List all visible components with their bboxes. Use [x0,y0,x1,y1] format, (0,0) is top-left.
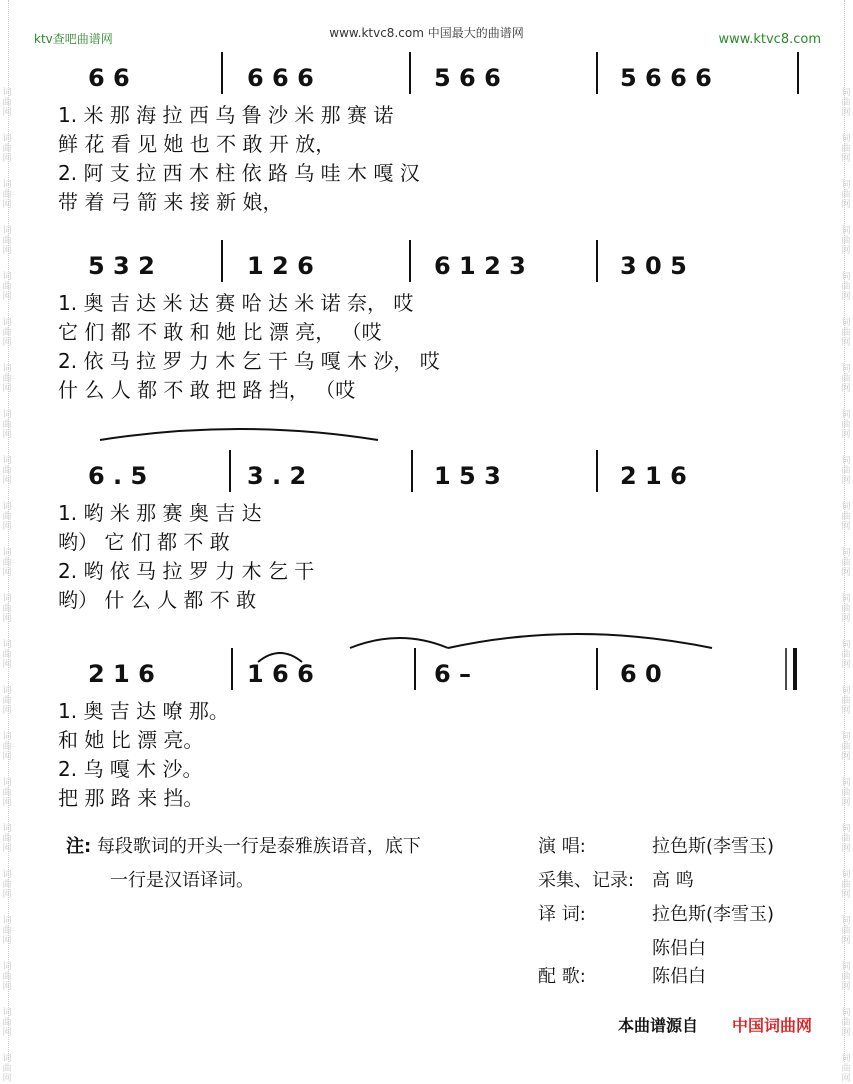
watermark-char: 曲 [841,926,851,936]
watermark-char: 曲 [2,696,12,706]
watermark-char: 词 [841,1054,851,1064]
watermark-char: 曲 [841,972,851,982]
watermark-stamp [0,1008,14,1038]
watermark-char: 曲 [2,282,12,292]
watermark-char: 词 [2,640,12,650]
watermark-char: 网 [841,568,851,578]
watermark-char: 曲 [2,834,12,844]
watermark-stamp [839,1008,853,1038]
watermark-char: 曲 [841,650,851,660]
watermark-char: 网 [2,844,12,854]
lyric-line: 哟） 它 们 都 不 敢 [58,530,230,554]
watermark-char: 词 [841,226,851,236]
watermark-char: 曲 [2,650,12,660]
watermark-char: 词 [841,778,851,788]
watermark-char: 网 [2,384,12,394]
measure-notes: 1 6 6 [247,660,314,688]
watermark-char: 词 [2,226,12,236]
watermark-char: 词 [2,88,12,98]
watermark-stamp [839,824,853,854]
watermark-char: 曲 [841,144,851,154]
lyric-line: 1. 米 那 海 拉 西 乌 鲁 沙 米 那 赛 诺 [58,103,394,127]
watermark-char: 曲 [841,788,851,798]
lyric-line: 哟） 什 么 人 都 不 敢 [58,588,257,612]
watermark-char: 网 [2,522,12,532]
measure-notes: 5 3 2 [88,252,155,280]
measure-notes: 6 6 6 [247,64,314,92]
watermark-char: 网 [841,982,851,992]
watermark-stamp [0,870,14,900]
credit-row [538,832,774,858]
credit-role: 演 唱: [538,836,586,857]
credit-row [538,866,694,892]
credit-name: 陈侣白 [652,938,706,959]
watermark-stamp [839,870,853,900]
watermark-char: 网 [841,522,851,532]
watermark-char: 网 [841,706,851,716]
header-site-slogan: www.ktvc8.com 中国最大的曲谱网 [329,26,524,40]
watermark-char: 网 [2,660,12,670]
watermark-char: 网 [2,154,12,164]
watermark-char: 网 [2,292,12,302]
measure-notes: 2 1 6 [620,462,687,490]
watermark-char: 曲 [841,190,851,200]
lyric-line: 2. 依 马 拉 罗 力 木 乞 干 乌 嘎 木 沙， 哎 [58,349,440,373]
header-site-name: ktv查吧曲谱网 [34,32,113,46]
watermark-char: 网 [841,660,851,670]
watermark-char: 曲 [841,696,851,706]
watermark-char: 词 [841,686,851,696]
credit-name: 高 鸣 [652,870,694,891]
watermark-char: 曲 [841,742,851,752]
watermark-char: 网 [841,752,851,762]
watermark-char: 词 [841,1008,851,1018]
watermark-char: 网 [2,936,12,946]
watermark-char: 词 [841,272,851,282]
watermark-char: 网 [841,246,851,256]
watermark-char: 词 [841,318,851,328]
watermark-char: 网 [2,1028,12,1038]
watermark-char: 曲 [841,834,851,844]
watermark-char: 网 [841,338,851,348]
watermark-char: 词 [2,134,12,144]
watermark-char: 词 [2,180,12,190]
lyric-line: 1. 哟 米 那 赛 奥 吉 达 [58,501,262,525]
watermark-char: 词 [841,502,851,512]
watermark-char: 网 [2,568,12,578]
watermark-char: 曲 [2,558,12,568]
watermark-char: 网 [2,798,12,808]
watermark-char: 曲 [841,98,851,108]
watermark-char: 词 [841,870,851,880]
watermark-stamp [0,962,14,992]
note-line-1 [66,832,421,858]
watermark-char: 曲 [2,144,12,154]
credit-role: 采集、记录: [538,870,635,891]
watermark-char: 词 [2,456,12,466]
lyric-line: 鲜 花 看 见 她 也 不 敢 开 放， [58,132,336,156]
watermark-char: 词 [841,180,851,190]
watermark-char: 曲 [841,1018,851,1028]
watermark-char: 曲 [2,466,12,476]
watermark-char: 网 [2,200,12,210]
watermark-char: 词 [841,364,851,374]
lyric-line: 1. 奥 吉 达 米 达 赛 哈 达 米 诺 奈， 哎 [58,291,414,315]
watermark-char: 网 [2,108,12,118]
watermark-char: 词 [841,88,851,98]
watermark-stamp [839,962,853,992]
watermark-char: 词 [2,410,12,420]
watermark-char: 曲 [841,466,851,476]
watermark-char: 曲 [2,972,12,982]
lyric-line: 和 她 比 漂 亮。 [58,728,204,752]
watermark-char: 网 [2,982,12,992]
watermark-char: 词 [2,272,12,282]
watermark-char: 网 [841,890,851,900]
measure-notes: 1 5 3 [434,462,501,490]
watermark-char: 词 [2,686,12,696]
watermark-char: 词 [2,732,12,742]
lyric-line: 它 们 都 不 敢 和 她 比 漂 亮， （哎 [58,320,382,344]
watermark-char: 词 [841,548,851,558]
watermark-char: 网 [841,844,851,854]
watermark-char: 网 [2,706,12,716]
watermark-char: 曲 [841,604,851,614]
credit-row [538,900,774,926]
watermark-char: 网 [841,292,851,302]
watermark-stamp [0,1054,14,1084]
watermark-char: 曲 [2,1018,12,1028]
credit-name: 陈侣白 [652,966,706,987]
watermark-char: 网 [2,338,12,348]
watermark-char: 词 [2,594,12,604]
watermark-char: 词 [841,824,851,834]
note-label: 注: [66,836,92,857]
watermark-char: 曲 [841,880,851,890]
watermark-stamp [0,916,14,946]
watermark-char: 曲 [2,512,12,522]
watermark-char: 网 [841,200,851,210]
watermark-char: 词 [2,824,12,834]
tie [350,638,448,648]
watermark-char: 曲 [841,328,851,338]
lyric-line: 带 着 弓 箭 来 接 新 娘， [58,190,283,214]
measure-notes: 1 2 6 [247,252,314,280]
watermark-char: 网 [841,614,851,624]
credit-row [538,962,706,988]
watermark-char: 曲 [841,1064,851,1074]
watermark-char: 网 [841,384,851,394]
watermark-char: 词 [2,962,12,972]
watermark-char: 曲 [841,282,851,292]
watermark-char: 网 [841,936,851,946]
watermark-char: 词 [841,410,851,420]
lyric-line: 1. 奥 吉 达 嘹 那。 [58,699,229,723]
measure-notes: 6 . 5 [88,462,148,490]
credit-role: 配 歌: [538,966,586,987]
watermark-char: 网 [2,1074,12,1084]
note-text-1: 每段歌词的开头一行是泰雅族语音，底下 [96,836,421,857]
watermark-char: 网 [2,246,12,256]
watermark-char: 曲 [841,374,851,384]
lyric-line: 2. 阿 支 拉 西 木 柱 依 路 乌 哇 木 嘎 汉 [58,161,420,185]
credit-name: 拉色斯(李雪玉) [652,836,775,857]
watermark-char: 网 [2,430,12,440]
watermark-char: 曲 [2,420,12,430]
watermark-char: 网 [2,476,12,486]
watermark-char: 词 [2,916,12,926]
measure-notes: 6 0 [620,660,662,688]
watermark-char: 词 [2,364,12,374]
watermark-char: 曲 [2,236,12,246]
watermark-char: 词 [841,732,851,742]
watermark-char: 网 [841,1028,851,1038]
watermark-char: 词 [841,640,851,650]
lyric-line: 2. 哟 依 马 拉 罗 力 木 乞 干 [58,559,315,583]
footer-source-label: 本曲谱源自 [618,1016,699,1035]
watermark-stamp [839,916,853,946]
measure-notes: 3 . 2 [247,462,307,490]
watermark-char: 词 [841,916,851,926]
watermark-char: 词 [2,548,12,558]
measure-notes: 6 1 2 3 [434,252,526,280]
lyric-line: 2. 乌 嘎 木 沙。 [58,757,203,781]
watermark-char: 网 [2,890,12,900]
tie [448,634,712,648]
credit-row [538,934,706,960]
watermark-char: 曲 [841,420,851,430]
watermark-char: 网 [2,614,12,624]
watermark-char: 曲 [2,98,12,108]
watermark-char: 网 [841,1074,851,1084]
watermark-char: 曲 [2,742,12,752]
watermark-char: 曲 [841,512,851,522]
watermark-char: 网 [841,798,851,808]
watermark-char: 网 [841,108,851,118]
measure-notes: 5 6 6 [434,64,501,92]
watermark-char: 词 [2,778,12,788]
lyric-line: 什 么 人 都 不 敢 把 路 挡， （哎 [58,378,356,402]
watermark-stamp [839,1054,853,1084]
measure-notes: 6 6 [88,64,130,92]
watermark-char: 词 [841,134,851,144]
header-site-url: www.ktvc8.com [718,32,821,47]
measure-notes: 2 1 6 [88,660,155,688]
watermark-char: 曲 [841,558,851,568]
watermark-char: 曲 [2,190,12,200]
watermark-char: 曲 [2,374,12,384]
watermark-char: 曲 [2,604,12,614]
watermark-char: 网 [841,476,851,486]
watermark-char: 词 [2,318,12,328]
footer-source-site: 中国词曲网 [732,1016,813,1035]
watermark-char: 曲 [2,328,12,338]
watermark-char: 词 [841,594,851,604]
watermark-stamp [0,824,14,854]
measure-notes: 3 0 5 [620,252,687,280]
note-text-2: 一行是汉语译词。 [110,870,254,891]
watermark-char: 词 [841,962,851,972]
watermark-char: 词 [841,456,851,466]
watermark-char: 词 [2,1008,12,1018]
watermark-char: 曲 [2,788,12,798]
watermark-char: 词 [2,502,12,512]
measure-notes: 6 – [434,660,472,688]
credit-role: 译 词: [538,904,586,925]
watermark-char: 网 [841,154,851,164]
credit-name: 拉色斯(李雪玉) [652,904,775,925]
lyric-line: 把 那 路 来 挡。 [58,786,204,810]
watermark-char: 曲 [2,1064,12,1074]
measure-notes: 5 6 6 6 [620,64,712,92]
watermark-char: 词 [2,1054,12,1064]
watermark-char: 网 [841,430,851,440]
watermark-char: 词 [2,870,12,880]
watermark-char: 曲 [841,236,851,246]
slur [100,429,378,440]
watermark-char: 曲 [2,880,12,890]
watermark-char: 曲 [2,926,12,936]
watermark-char: 网 [2,752,12,762]
